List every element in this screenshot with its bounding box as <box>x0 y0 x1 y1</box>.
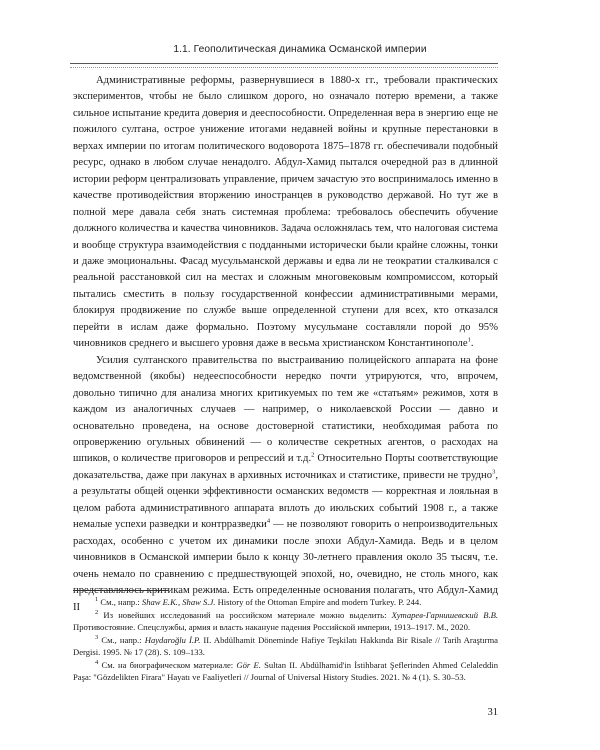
main-text <box>73 73 498 616</box>
footnote-author: Gör E. <box>236 659 261 670</box>
footnote-ref: 1 <box>467 336 471 344</box>
paragraph-text: , а результаты общей оценки эффективности османских ведомств — корректная и лояльная в целом работа административного аппарата вплоть до июльских событий 1908 г., а также немалые успехи разведки и контрразведки <box>73 469 498 531</box>
footnote <box>73 659 498 684</box>
paragraph-text: Относительно Порты соответствующие доказательства, даже при лакунах в архивных источниках и статистике, привести не трудно <box>73 453 498 481</box>
footnote-number: 3 <box>95 634 99 642</box>
paragraph <box>73 353 498 616</box>
header-subrule <box>70 67 498 68</box>
footnote-text: History of the Ottoman Empire and modern Turkey. P. 244. <box>215 597 422 607</box>
footnote-ref: 3 <box>492 468 496 476</box>
footnote-text: II. Abdülhamit Döneminde Hafiye Teşkilatı Hakkında Bir Risale // Tarih Araştırma Dergisi. 1995. № 17 (28). S. 109–133. <box>73 634 498 658</box>
running-header: 1.1. Геополитическая динамика Османской империи <box>173 44 427 55</box>
footnote-text: Из новейших исследований на российском материале можно выделить: <box>98 609 392 620</box>
footnote-ref: 4 <box>266 517 271 525</box>
paragraph-text: Административные реформы, развернувшиеся в 1880-х гг., требовали практических экспериментов, чтобы не было слишком дорого, но означало потерю времени, а также сильное испытание кредита доверия и дееспособности. Определенная вера в энергию еще не пожилого султана, острое унижение итогами недавней войны и крупные перестановки в верхах империи по итогам политического водоворота 1875–1878 гг. обеспечивали подобный ресурс, однако в любом случае ненадолго. Абдул-Хамид пытался очередной раз в длинной истории реформ централизовать управление, причем зачастую это воспринималось именно в качестве противодействия вторжению иностранцев в руководство державой. Но тут же в полной мере давала себя знать системная проблема: требовалось обеспечить обучение должного количества и качества чиновников. Задача осложнялась тем, что налоговая система и вообще структура взаимодействия с подданными исторически были крайне сложны, тонки и даже эмоциональны. Фасад мусульманской державы и едва ли не теократии сталкивался с реальной расстановкой сил на местах и сложным многовековым компромиссом, который пытались сместить в пользу государственной конфессии административными мерами, блокируя продвижение по службе выше определенной ступени для всех, кто отказался перейти в ислам даже формально. Поэтому мусульмане составляли порой до 95% чиновников среднего и высшего уровня даже в весьма христианском Константинополе <box>73 75 498 350</box>
footnote-author: Shaw E.K., Shaw S.J. <box>141 597 216 607</box>
footnote <box>73 609 498 634</box>
footnote-ref: 2 <box>311 451 315 459</box>
footnote-number: 4 <box>95 659 99 667</box>
footnote-text: Противостояние. Спецслужбы, армия и власть накануне падения Российской империи, 1913–1917. М., 2020. <box>73 622 471 633</box>
footnote-text: См. на биографическом материале: <box>98 659 237 670</box>
footnote-author: Haydaroğlu İ.P. <box>144 634 201 645</box>
header-rule <box>70 63 498 64</box>
paragraph <box>73 73 498 353</box>
footnote-text: Sultan II. Abdülhamid'in İstihbarat Şeflerinden Ahmed Celaleddin Paşa: "Gözdelikten Firara" Hayatı ve Faaliyetleri // Journal of Universal History Studies. 2021. № 4 (1). S. 30–53. <box>73 659 498 683</box>
footnote-separator <box>73 590 169 591</box>
footnote <box>73 634 498 659</box>
paragraph-text: . <box>470 338 474 350</box>
footnotes <box>73 596 498 684</box>
footnote <box>73 596 498 608</box>
footnote-text: См., напр.: <box>98 597 142 607</box>
footnote-number: 1 <box>95 596 99 604</box>
page-number: 31 <box>487 707 498 718</box>
paragraph-text: Усилия султанского правительства по выстраиванию полицейского аппарата на фоне ведомственной (якобы) недееспособности нередко почти утрируются, что, впрочем, довольно типично для анализа многих критикуемых по тем же «статьям» режимов, хотя в каждом из аналогичных случаев — например, о николаевской России — давно и основательно проведена, на основе достоверной статистики, необходимая работа по опровержению огульных обвинений — о количестве секретных агентов, о расходах на шпиков, о количестве приговоров и репрессий и т.д. <box>73 354 498 465</box>
footnote-author: Хутарев-Гарнишевский В.В. <box>391 609 498 620</box>
paragraph-text: — не позволяют говорить о непроизводительных расходах, особенно с учетом их динамики после эпохи Абдул-Хамида. Ведь и в целом чиновников в Османской империи было к концу 30-летнего правления около 35 тысяч, т.е. очень немало по сравнению с предшествующей эпохой, но, очевидно, не столь много, как представлялось критикам режима. Есть определенные основания полагать, что Абдул-Хамид II <box>73 519 498 613</box>
footnote-number: 2 <box>95 608 99 616</box>
footnote-text: См., напр.: <box>98 634 145 645</box>
